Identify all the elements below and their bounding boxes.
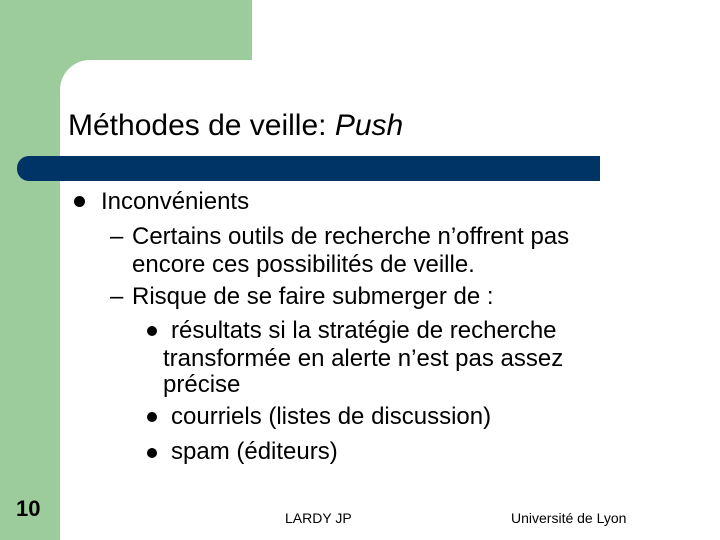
decor-green-left (0, 0, 60, 540)
bullet-icon (147, 412, 157, 422)
bullet-icon (74, 196, 85, 207)
item-1-line-3: précise (163, 371, 241, 398)
title-underline-bar (17, 156, 600, 181)
title-main: Méthodes de veille: (68, 109, 335, 142)
title-emphasis: Push (334, 109, 404, 142)
item-1-line-1: résultats si la stratégie de recherche (171, 317, 557, 344)
item-1-line-2: transformée en alerte n’est pas assez (163, 345, 564, 372)
item-2: courriels (listes de discussion) (171, 403, 492, 430)
dash-marker: – (110, 223, 124, 250)
page-number: 10 (16, 496, 41, 521)
sub-item-1-line-1: Certains outils de recherche n’offrent pas (132, 223, 570, 250)
sub-item-2: Risque de se faire submerger de : (132, 283, 494, 310)
dash-marker: – (110, 283, 124, 310)
footer-institution: Université de Lyon (511, 510, 627, 526)
item-3: spam (éditeurs) (171, 438, 338, 465)
sub-item-1-line-2: encore ces possibilités de veille. (132, 251, 475, 278)
slide-title (68, 106, 403, 146)
footer-author: LARDY JP (285, 510, 352, 526)
bullet-icon (147, 448, 157, 458)
bullet-inconvenients: Inconvénients (101, 188, 250, 215)
bullet-icon (147, 326, 157, 336)
